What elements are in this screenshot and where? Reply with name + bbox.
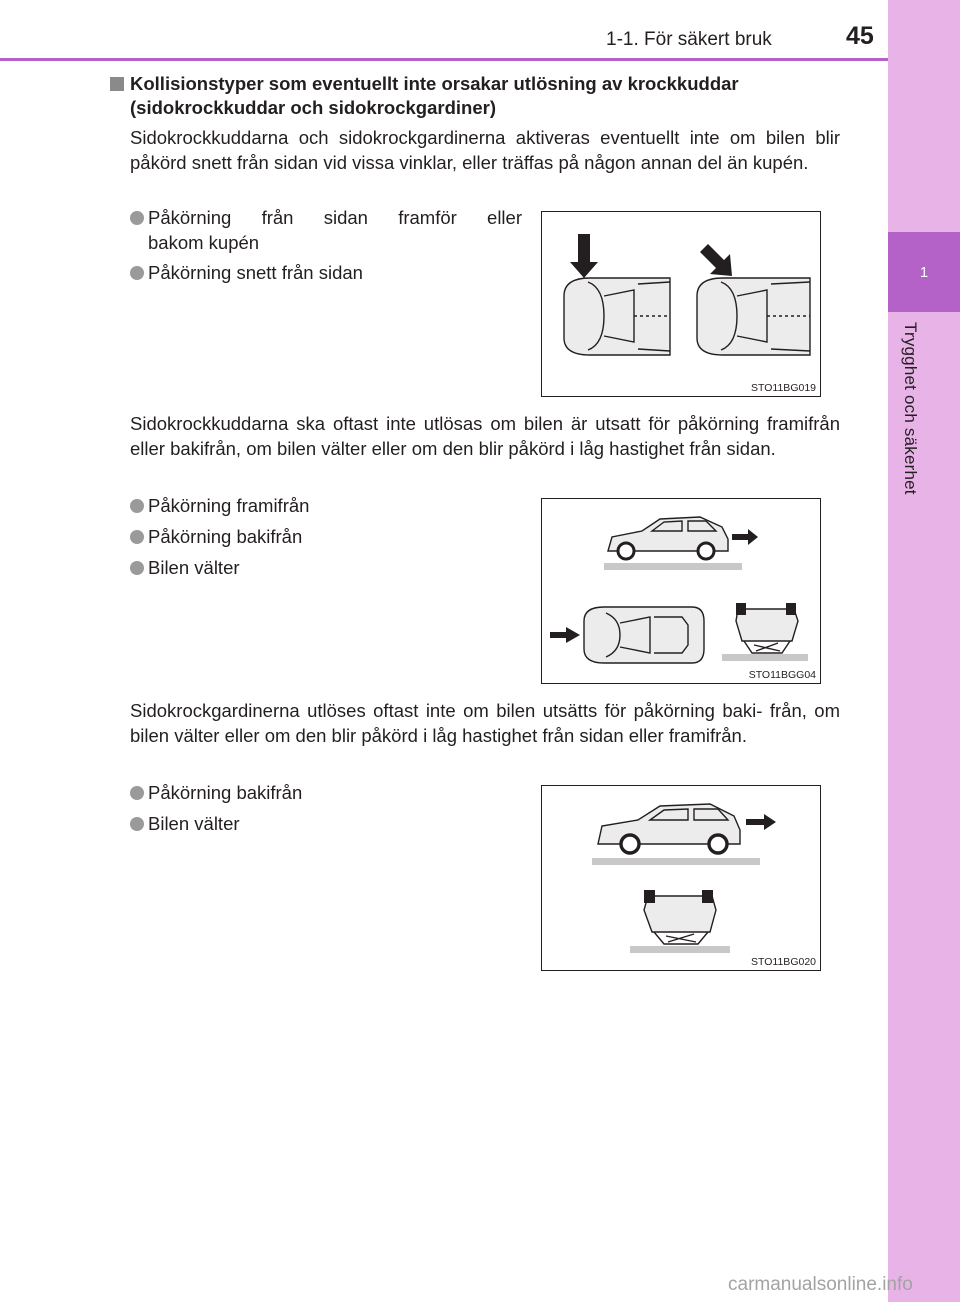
curtain-paragraph: Sidokrockgardinerna utlöses oftast inte om bilen utsätts för påkörning baki- från, om bilen välter eller om den blir påkörd i låg hastighet från sidan eller framifrån. [130,700,840,746]
figure-frontal-rear-rollover [541,498,821,684]
list-item: Bilen välter [130,812,240,837]
intro-paragraph: Sidokrockkuddarna och sidokrockgardinerna aktiveras eventuellt inte om bilen blir påkörd snett från sidan vid vissa vinklar, eller träffas på någon annan del än kupén. [130,127,840,173]
frontal-rear-paragraph: Sidokrockkuddarna ska oftast inte utlösas om bilen är utsatt för påkörning framifrån eller bakifrån, om bilen välter eller om den blir påkörd i låg hastighet från sidan. [130,413,840,459]
chapter-title: Trygghet och säkerhet [901,322,920,495]
square-bullet-icon [110,77,124,91]
bullet-dot-icon [130,561,144,575]
rear-rollover-illustration [542,786,819,969]
list-item: Påkörning bakifrån [130,525,302,550]
frontal-rear-rollover-illustration [542,499,819,682]
side-band [888,0,960,1302]
bullet-dot-icon [130,266,144,280]
list-item: Påkörning bakifrån [130,781,302,806]
bullet-dot-icon [130,499,144,513]
figure-rear-rollover [541,785,821,971]
header-divider [0,58,888,61]
page-number: 45 [846,22,874,50]
list-item: Påkörning framifrån [130,494,309,519]
bullet-dot-icon [130,817,144,831]
chapter-number: 1 [919,263,929,281]
collision-heading [110,72,840,120]
bullet-dot-icon [130,786,144,800]
list-item: Bilen välter [130,556,240,581]
figure-code: STO11BGG04 [748,669,816,681]
section-title: 1-1. För säkert bruk [606,29,772,50]
watermark[interactable]: carmanualsonline.info [728,1274,913,1295]
figure-code: STO11BG019 [751,382,816,394]
list-item: Påkörning snett från sidan [130,261,363,286]
bullet-dot-icon [130,211,144,225]
figure-side-impact [541,211,821,397]
chapter-tab[interactable] [888,232,960,312]
side-impact-illustration [542,212,819,395]
list-item: Påkörning från sidan framför eller bakom kupén [130,206,522,255]
bullet-dot-icon [130,530,144,544]
figure-code: STO11BG020 [751,956,816,968]
heading-text: Kollisionstyper som eventuellt inte orsakar utlösning av krockkuddar (sidokrockkuddar och sidokrockgardiner) [130,73,739,118]
